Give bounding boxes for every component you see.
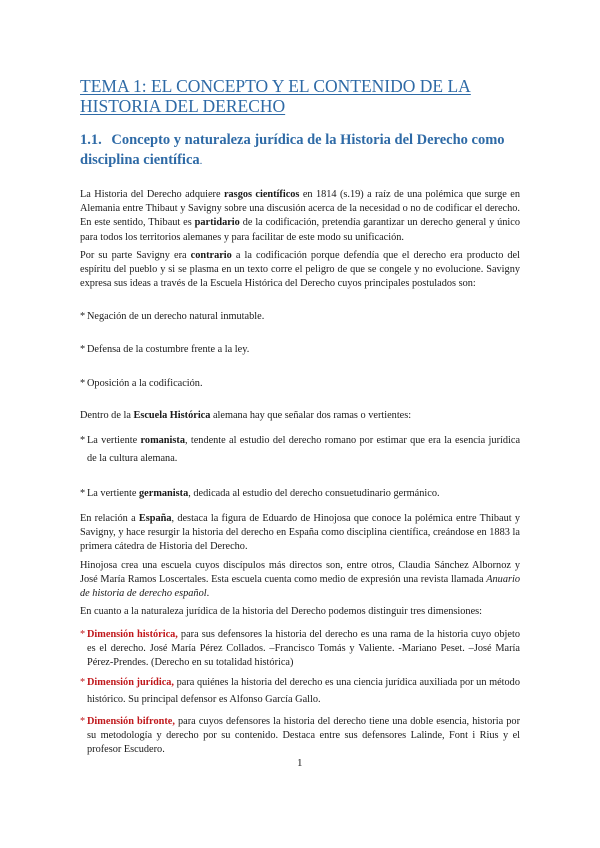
text-run: La vertiente — [87, 435, 141, 446]
text-run: Hinojosa crea una escuela cuyos discípulos más directos son, entre otros, Claudia Sánchez Albornoz y José María Ramos Loscertales. Esta escuela cuenta como medio de expresión una revista llamada — [80, 560, 520, 586]
bullet-marker: * — [80, 677, 86, 688]
paragraph-dimensiones: En cuanto a la naturaleza jurídica de la historia del Derecho podemos distinguir tres dimensiones: — [80, 606, 483, 617]
paragraph-hinojosa — [80, 559, 520, 602]
list-item — [80, 628, 520, 671]
paragraph-thibaut — [80, 188, 520, 245]
paragraph-espana — [80, 512, 520, 555]
bullet-marker: * — [80, 488, 86, 499]
list-item — [80, 487, 520, 501]
list-item-text — [80, 432, 520, 468]
bullet-marker: * — [80, 311, 86, 322]
bold-term: España — [138, 513, 172, 524]
text-run: Dentro de la — [80, 410, 134, 421]
list-item-text: Oposición a la codificación. — [87, 378, 203, 389]
text-run: Por su parte Savigny era — [80, 250, 191, 261]
text-run: La vertiente — [87, 488, 140, 499]
text-run: para sus defensores la historia del derecho es una rama de la historia cuyo objeto es el derecho. José María Pérez Collados. –Francisco Tomás y Valiente. -Mariano Peset. –José María Pérez-Prendes. (Derecho en su totalidad histórica) — [87, 629, 520, 669]
list-item-text: Negación de un derecho natural inmutable. — [87, 311, 265, 322]
list-item-text — [80, 715, 520, 758]
list-item — [80, 343, 520, 357]
section-heading — [80, 130, 540, 171]
section-number: 1.1. — [80, 132, 102, 148]
bold-term: rasgos científicos — [223, 189, 300, 200]
text-run: , dedicada al estudio del derecho consuetudinario germánico. — [188, 488, 440, 499]
dimension-label: Dimensión jurídica, — [87, 677, 174, 688]
list-item — [80, 715, 520, 758]
text-run: a la codificación porque defendía que el derecho era producto del espíritu del pueblo y si se plasma en un texto corre el peligro de que se congele y no evolucione. Savigny expresa sus ideas a través de la Escuela Histórica del Derecho cuyos principales postulados son: — [80, 250, 520, 290]
dimension-label: Dimensión histórica, — [87, 629, 178, 640]
text-run: de la codificación, pretendía garantizar un derecho general y único para todos los territorios alemanes y para facilitar de este modo su unificación. — [80, 217, 520, 243]
bullet-marker: * — [80, 378, 86, 389]
dimension-label: Dimensión bifronte, — [87, 716, 175, 727]
text-run: en 1814 (s.19) a raíz de una polémica que surge en Alemania entre Thibaut y Savigny sobre una discusión acerca de la necesidad o no de codificar el derecho. En este sentido, Thibaut es — [80, 189, 520, 229]
page-number: 1 — [297, 757, 303, 769]
list-item — [80, 310, 520, 324]
bold-term: partidario — [194, 217, 240, 229]
bullet-marker: * — [80, 435, 86, 446]
text-run: La Historia del Derecho adquiere — [80, 189, 224, 200]
bullet-marker: * — [80, 629, 86, 640]
text-run: alemana hay que señalar dos ramas o vertientes: — [210, 410, 412, 421]
bold-term: contrario — [190, 250, 232, 261]
list-item — [80, 432, 520, 468]
list-item — [80, 674, 520, 708]
bullet-marker: * — [80, 344, 86, 355]
text-run: para quiénes la historia del derecho es una ciencia jurídica auxiliada por un método histórico. Su principal defensor es Alfonso García Gallo. — [87, 677, 520, 705]
list-item-text — [80, 628, 520, 671]
text-run: , destaca la figura de Eduardo de Hinojosa que conoce la polémica entre Thibaut y Savigny, y hace resurgir la historia del derecho en España como disciplina científica, creándose en 1883 la primera cátedra de Historia del Derecho. — [80, 513, 520, 553]
bullet-marker: * — [80, 716, 86, 727]
list-item-text: Defensa de la costumbre frente a la ley. — [87, 344, 250, 355]
document-title: TEMA 1: EL CONCEPTO Y EL CONTENIDO DE LA HISTORIA DEL DERECHO — [80, 76, 471, 116]
bold-term: romanista — [140, 435, 185, 446]
text-run: , tendente al estudio del derecho romano por estimar que era la esencia jurídica de la cultura alemana. — [87, 435, 521, 464]
text-run: para cuyos defensores la historia del derecho tiene una doble esencia, historia por su metodología y derecho por su contenido. Destaca entre sus defensores Lalinde, Font i Rius y el profesor Escudero. — [87, 716, 520, 756]
section-heading-text: Concepto y naturaleza jurídica de la Historia del Derecho como disciplina científica — [80, 132, 505, 168]
list-item-text — [80, 674, 520, 708]
paragraph-escuela — [80, 409, 520, 423]
bold-term: germanista — [139, 488, 189, 499]
list-item — [80, 377, 520, 391]
paragraph-savigny — [80, 249, 520, 292]
section-heading-period: . — [199, 155, 203, 167]
list-item-text — [80, 487, 520, 501]
journal-title: Anuario de historia de derecho español — [80, 574, 520, 600]
bold-term: Escuela Histórica — [133, 410, 211, 421]
text-run: En relación a — [80, 513, 139, 524]
text-run: . — [206, 588, 210, 600]
